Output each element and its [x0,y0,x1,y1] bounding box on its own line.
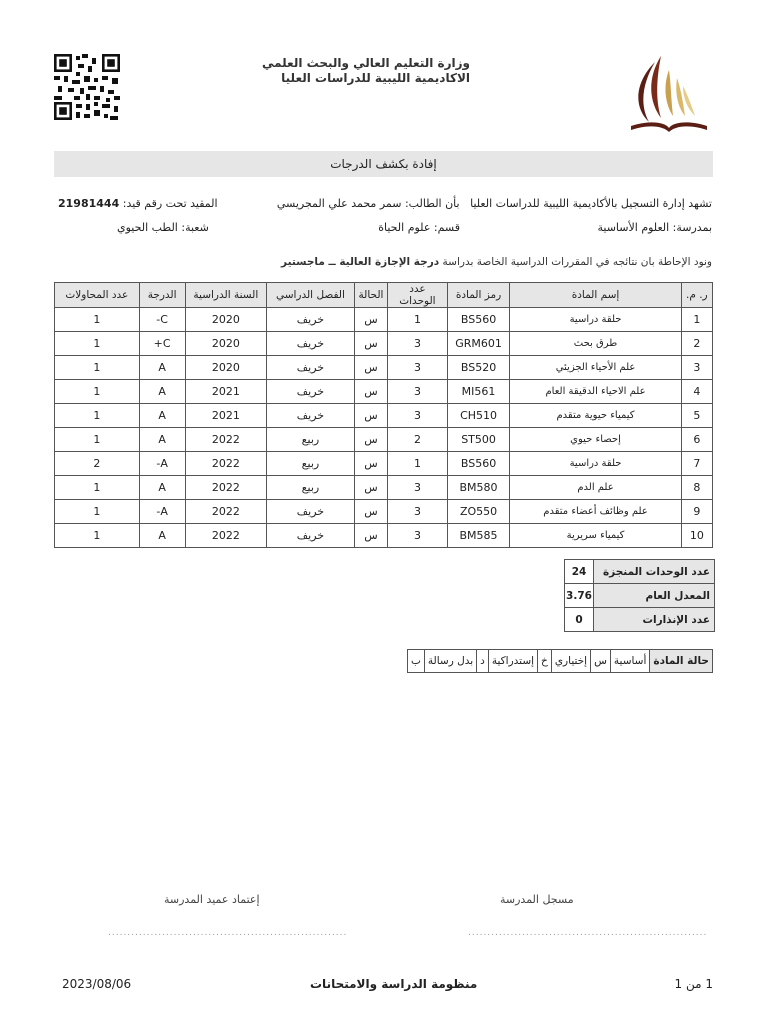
cell-semester: ربيع [267,428,355,452]
cell-attempts: 1 [55,332,140,356]
note-text: ونود الإحاطة بان نتائجه في المقررات الدراسية الخاصة بدراسة [442,256,712,268]
dept-line [378,221,460,234]
cell-subject: علم الأحياء الجزيئي [510,356,681,380]
legend-code: ب [407,650,424,673]
branch-label: شعبة: [181,221,209,234]
cell-subject: علم الاحياء الدقيقة العام [510,380,681,404]
cell-status: س [354,500,387,524]
cell-units: 3 [388,476,448,500]
cell-grade: A [139,404,185,428]
cell-units: 3 [388,356,448,380]
cell-attempts: 1 [55,308,140,332]
qr-code [54,54,120,120]
cell-grade: A [139,428,185,452]
table-row [55,308,713,332]
table-row [55,356,713,380]
print-date: 2023/08/06 [62,977,132,991]
cell-units: 3 [388,404,448,428]
cell-semester: ربيع [267,452,355,476]
cell-index: 1 [681,308,712,332]
cell-index: 5 [681,404,712,428]
cell-index: 4 [681,380,712,404]
cell-semester: خريف [267,524,355,548]
cell-semester: خريف [267,500,355,524]
certify-text: تشهد إدارة التسجيل بالأكاديمية الليبية للدراسات العليا [470,197,712,210]
note-degree: درجة الإجازة العالية ــ ماجستير [281,256,440,268]
cell-status: س [354,356,387,380]
ministry-name: وزارة التعليم العالي والبحث العلمي [261,56,470,70]
legend-label: حالة المادة [650,650,713,673]
note-line [281,256,712,268]
table-header-row [55,283,713,308]
cell-code: CH510 [447,404,510,428]
cell-attempts: 1 [55,476,140,500]
cell-subject: كيمياء سريرية [510,524,681,548]
warnings-label: عدد الإنذارات [594,608,715,632]
col-header-semester: الفصل الدراسي [267,283,355,308]
cell-year: 2020 [185,332,266,356]
cell-year: 2021 [185,380,266,404]
cell-status: س [354,476,387,500]
cell-index: 6 [681,428,712,452]
cell-semester: خريف [267,380,355,404]
cell-status: س [354,524,387,548]
cell-subject: حلقة دراسية [510,308,681,332]
cell-year: 2020 [185,356,266,380]
gpa-label: المعدل العام [594,584,715,608]
table-row [55,476,713,500]
cell-status: س [354,308,387,332]
academy-logo [625,52,713,136]
cell-semester: خريف [267,356,355,380]
legend-name: إستدراكية [488,650,537,673]
cell-code: BS560 [447,308,510,332]
cell-status: س [354,404,387,428]
table-row [55,404,713,428]
cell-code: MI561 [447,380,510,404]
reg-label: المقيد تحت رقم قيد: [122,197,218,210]
cell-attempts: 1 [55,380,140,404]
cell-year: 2022 [185,500,266,524]
document-title: إفادة بكشف الدرجات [54,151,713,177]
header-text [210,56,470,86]
cell-semester: خريف [267,332,355,356]
branch-name: الطب الحيوي [117,221,178,234]
cell-grade: C+ [139,332,185,356]
cell-attempts: 2 [55,452,140,476]
cell-index: 2 [681,332,712,356]
legend-code: د [477,650,489,673]
cell-attempts: 1 [55,404,140,428]
cell-year: 2021 [185,404,266,428]
cell-code: BS520 [447,356,510,380]
cell-index: 8 [681,476,712,500]
certify-line [277,197,712,210]
cell-subject: علم وظائف أعضاء متقدم [510,500,681,524]
cell-status: س [354,452,387,476]
table-row [55,332,713,356]
cell-index: 7 [681,452,712,476]
cell-units: 3 [388,380,448,404]
cell-code: BM580 [447,476,510,500]
cell-subject: إحصاء حيوي [510,428,681,452]
table-row [55,428,713,452]
cell-subject: كيمياء حيوية متقدم [510,404,681,428]
col-header-index: ر. م. [681,283,712,308]
legend-code: خ [538,650,552,673]
cell-units: 1 [388,308,448,332]
table-row [55,380,713,404]
warnings-value: 0 [565,608,594,632]
cell-status: س [354,428,387,452]
student-name: سمر محمد علي المجريسي [276,197,402,210]
cell-index: 3 [681,356,712,380]
cell-units: 2 [388,428,448,452]
cell-subject: حلقة دراسية [510,452,681,476]
col-header-units: عدد الوحدات [388,283,448,308]
cell-grade: A [139,356,185,380]
reg-line [58,197,218,210]
summary-row-units [565,560,715,584]
cell-grade: A- [139,452,185,476]
col-header-attempts: عدد المحاولات [55,283,140,308]
cell-attempts: 1 [55,356,140,380]
school-name: العلوم الأساسية [597,221,670,234]
cell-index: 9 [681,500,712,524]
cell-year: 2022 [185,428,266,452]
col-header-status: الحالة [354,283,387,308]
cell-units: 3 [388,500,448,524]
registrar-signature-line: .............................................................. [468,928,708,938]
system-name: منظومة الدراسة والامتحانات [310,977,478,991]
cell-grade: C- [139,308,185,332]
cell-grade: A [139,476,185,500]
cell-semester: ربيع [267,476,355,500]
cell-units: 3 [388,332,448,356]
cell-status: س [354,332,387,356]
cell-semester: خريف [267,308,355,332]
status-legend [407,649,713,673]
grades-table [54,282,713,548]
cell-grade: A [139,524,185,548]
cell-subject: طرق بحث [510,332,681,356]
cell-year: 2022 [185,524,266,548]
table-row [55,500,713,524]
cell-code: ZO550 [447,500,510,524]
legend-name: أساسية [610,650,650,673]
cell-index: 10 [681,524,712,548]
legend-code: س [591,650,611,673]
cell-grade: A [139,380,185,404]
cell-code: BS560 [447,452,510,476]
dept-label: قسم: [433,221,460,234]
cell-status: س [354,380,387,404]
school-label: بمدرسة: [672,221,712,234]
table-row [55,452,713,476]
dean-signature-line: .............................................................. [108,928,348,938]
col-header-subject: إسم المادة [510,283,681,308]
units-value: 24 [565,560,594,584]
dept-name: علوم الحياة [378,221,431,234]
student-label: بأن الطالب: [404,197,460,210]
legend-name: بدل رسالة [424,650,476,673]
cell-code: BM585 [447,524,510,548]
academy-name: الاكاديمية الليبية للدراسات العليا [281,71,470,85]
cell-code: GRM601 [447,332,510,356]
legend-name: إختياري [551,650,590,673]
school-line [597,221,712,234]
cell-year: 2020 [185,308,266,332]
cell-units: 1 [388,452,448,476]
cell-attempts: 1 [55,428,140,452]
cell-attempts: 1 [55,524,140,548]
summary-row-warnings [565,608,715,632]
table-row [55,524,713,548]
cell-grade: A- [139,500,185,524]
summary-table [564,559,715,632]
units-label: عدد الوحدات المنجزة [594,560,715,584]
cell-subject: علم الدم [510,476,681,500]
cell-attempts: 1 [55,500,140,524]
gpa-value: 3.76 [565,584,594,608]
col-header-grade: الدرجة [139,283,185,308]
cell-semester: خريف [267,404,355,428]
col-header-code: رمز المادة [447,283,510,308]
summary-row-gpa [565,584,715,608]
col-header-year: السنة الدراسية [185,283,266,308]
page-number: 1 من 1 [674,977,713,991]
registrar-label: مسجل المدرسة [500,893,574,906]
reg-number: 21981444 [58,197,120,210]
cell-units: 3 [388,524,448,548]
cell-year: 2022 [185,476,266,500]
cell-code: ST500 [447,428,510,452]
branch-line [117,221,209,234]
cell-year: 2022 [185,452,266,476]
dean-label: إعتماد عميد المدرسة [164,893,260,906]
